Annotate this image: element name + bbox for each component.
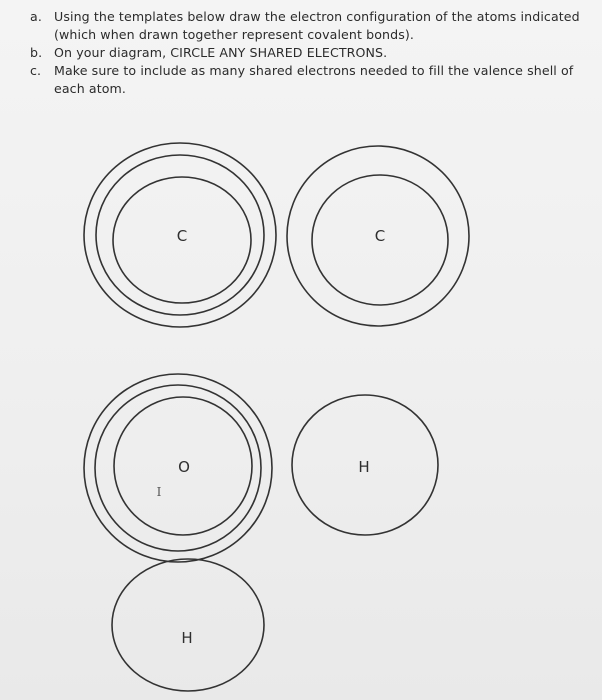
hydrogen-right-label: H <box>358 458 370 476</box>
carbon-left-label: C <box>176 227 188 245</box>
instruction-c-text: Make sure to include as many shared electrons needed to fill the valence shell of each atom. <box>54 63 574 96</box>
instruction-a-marker: a. <box>30 9 42 24</box>
instruction-b-text: On your diagram, CIRCLE ANY SHARED ELECTRONS. <box>54 45 388 60</box>
oxygen-label: O <box>178 458 190 476</box>
text-cursor-glyph: I <box>156 485 162 499</box>
hydrogen-bottom-label: H <box>181 629 193 647</box>
instruction-a-text: Using the templates below draw the electron configuration of the atoms indicated (which when drawn together represent covalent bonds). <box>54 9 580 42</box>
instruction-b-marker: b. <box>30 45 43 60</box>
hydrogen-bottom-atom <box>112 559 264 691</box>
hydrogen-bottom-shell <box>112 559 264 691</box>
carbon-right-label: C <box>374 227 386 245</box>
instruction-c-marker: c. <box>30 63 42 78</box>
